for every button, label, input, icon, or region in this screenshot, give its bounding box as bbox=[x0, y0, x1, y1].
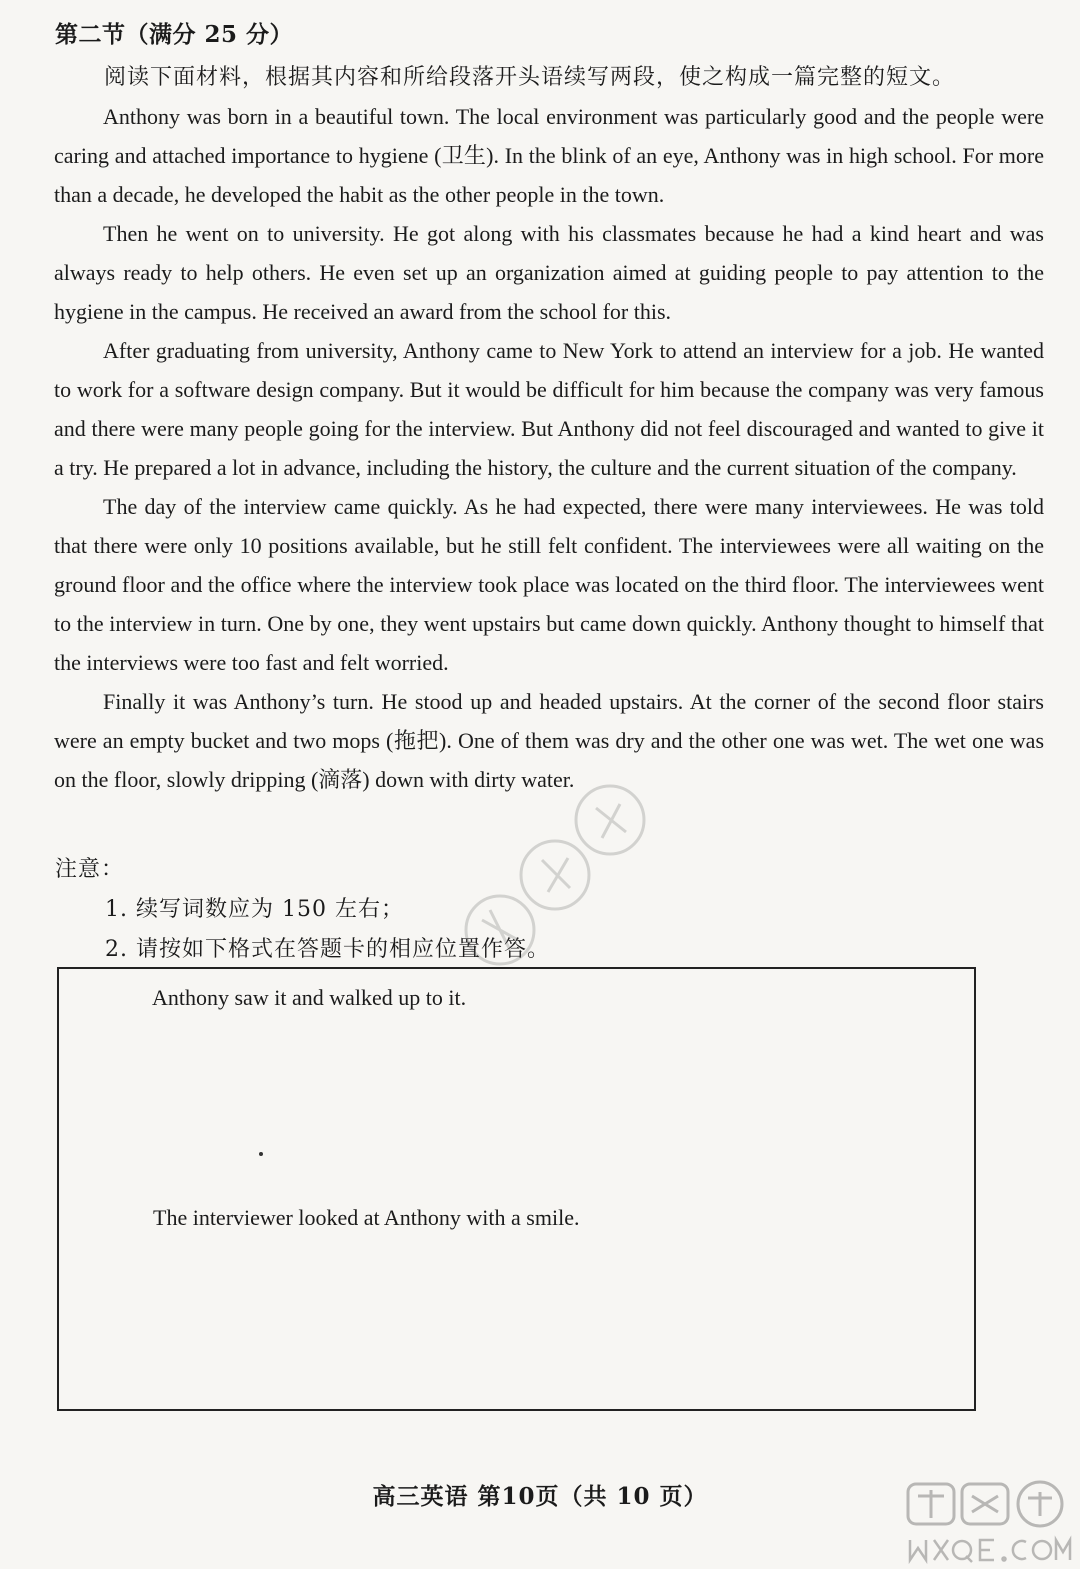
note-item-word-count: 1. 续写词数应为 150 左右； bbox=[105, 897, 404, 922]
stray-dot bbox=[259, 1152, 263, 1156]
notes-section bbox=[55, 850, 550, 970]
page-footer: 高三英语 第10页（共 10 页） bbox=[372, 1483, 708, 1510]
paragraph-starter-2: The interviewer looked at Anthony with a smile. bbox=[153, 1205, 580, 1230]
note-item-format: 2. 请按如下格式在答题卡的相应位置作答。 bbox=[105, 937, 550, 962]
reading-passage bbox=[54, 97, 1044, 799]
passage-paragraph-5: Finally it was Anthony’s turn. He stood up and headed upstairs. At the corner of the second floor stairs were an empty bucket and two mops (拖把). One of them was dry and the other one was wet. The wet one was on the floor, slowly dripping (滴落) down with dirty water. bbox=[54, 689, 1044, 792]
passage-paragraph-2: Then he went on to university. He got along with his classmates because he had a kind heart and was always ready to help others. He even set up an organization aimed at guiding people to pay attention to the hygiene in the campus. He received an award from the school for this. bbox=[54, 221, 1044, 324]
section-heading: 第二节（满分 25 分） bbox=[55, 21, 294, 48]
passage-paragraph-3: After graduating from university, Anthony came to New York to attend an interview for a job. He wanted to work for a software design company. But it would be difficult for him because the company was very famous and there were many people going for the interview. But Anthony did not feel discouraged and wanted to give it a try. He prepared a lot in advance, including the history, the culture and the current situation of the company. bbox=[54, 338, 1044, 480]
passage-paragraph-4: The day of the interview came quickly. As he had expected, there were many interviewees. He was told that there were only 10 positions available, but he still felt confident. The interviewees were all waiting on the ground floor and the office where the interview took place was located on the third floor. The interviewees went to the interview in turn. One by one, they went upstairs but came down quickly. Anthony thought to himself that the interviews were too fast and felt worried. bbox=[54, 494, 1044, 675]
passage-paragraph-1: Anthony was born in a beautiful town. The local environment was particularly good and the people were caring and attached importance to hygiene (卫生). In the blink of an eye, Anthony was in high school. For more than a decade, he developed the habit as the other people in the town. bbox=[54, 104, 1044, 207]
instruction-text: 阅读下面材料，根据其内容和所给段落开头语续写两段，使之构成一篇完整的短文。 bbox=[104, 65, 956, 90]
notes-title: 注意： bbox=[55, 857, 125, 882]
paragraph-starter-1: Anthony saw it and walked up to it. bbox=[152, 985, 467, 1010]
answer-box bbox=[57, 967, 976, 1411]
